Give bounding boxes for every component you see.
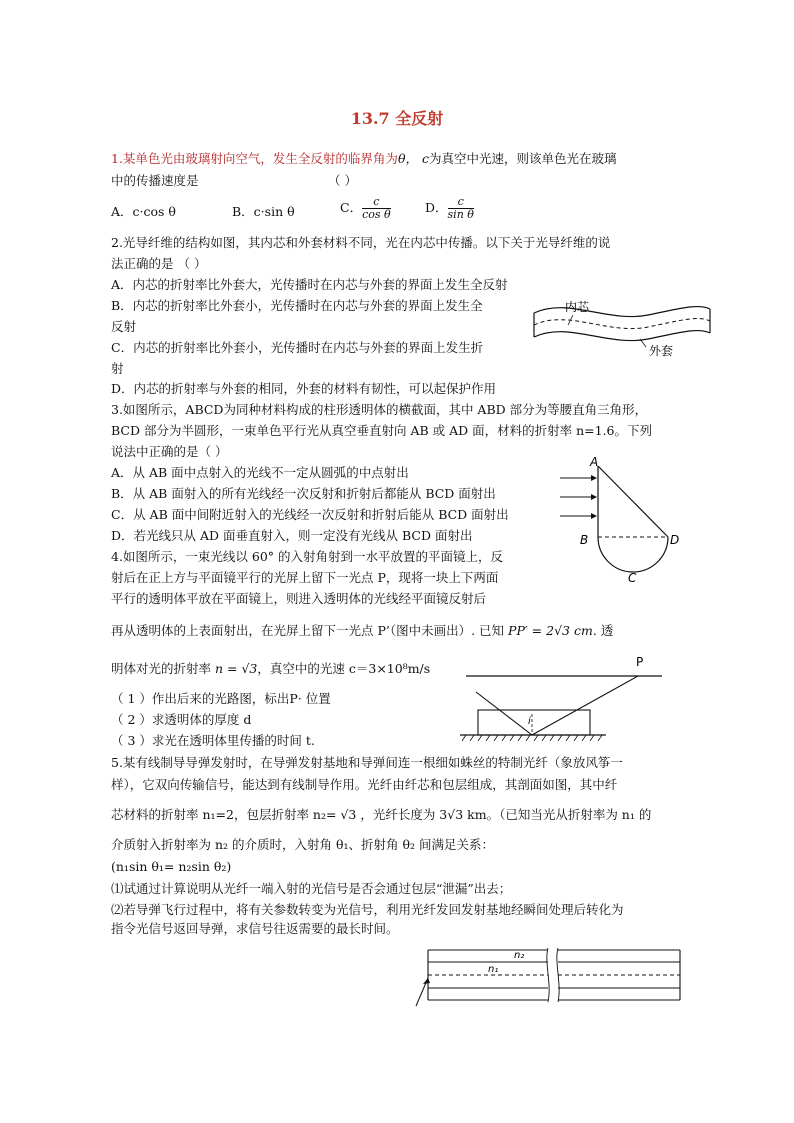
fiber-outer-label: 外套 [649,344,674,358]
q1-option-a: A．c·cos θ [111,204,176,219]
q4-line-3 [111,622,613,640]
q2-line-1: 法正确的是 （ ） [111,256,207,271]
prism-figure [552,452,692,587]
q1-option-c-fraction [362,196,391,221]
q5-line-7: ⑵若导弹飞行过程中，将有关参数转变为光信号，利用光纤发回发射基地经瞬间处理后转化为 [111,902,624,917]
q3-line-1: BCD 部分为半圆形，一束单色平行光从真空垂直射向 AB 或 AD 面，材料的折射率 n=1.6。下列 [111,423,653,438]
fiber-inner-label: 内芯 [565,300,590,314]
q5-line-8: 指令光信号返回导弹，求信号往返需要的最长时间。 [111,921,399,936]
fiber-label-n1: n₁ [488,964,499,975]
q4-line-3-text: 再从透明体的上表面射出，在光屏上留下一光点 P’（图中未画出）. 已知 [111,623,505,638]
q5-line-5: (n₁sin θ₁= n₂sin θ₂) [111,859,232,874]
q1-theta: θ， [397,151,418,166]
prism-label-c: C [628,571,637,585]
fiber-section-figure [408,944,684,1010]
fiber-figure [528,295,718,365]
mirror-figure [456,654,668,746]
prism-label-a: A [590,455,599,469]
q1-option-d-den: sin θ [447,208,474,221]
page-title: 13.7 全反射 [350,109,444,128]
q2-line-6: 射 [111,361,124,376]
q1-option-c-num: c [362,196,391,209]
q2-line-3: B．内芯的折射率比外套小，光传播时在内芯与外套的界面上发生全 [111,298,483,313]
q1-option-d-label: D． [425,200,448,215]
mirror-label-p: P [636,655,644,669]
q2-line-4: 反射 [111,319,137,334]
q2-line-7: D．内芯的折射率与外套的相同，外套的材料有韧性，可以起保护作用 [111,381,497,396]
q1-option-d-num: c [448,196,474,209]
q1-paren: （ ） [328,173,357,188]
q2-line-0: 2.光导纤维的结构如图，其内芯和外套材料不同，光在内芯中传播。以下关于光导纤维的说 [111,235,611,250]
q3-line-6: D．若光线只从 AD 面垂直射入，则一定没有光线从 BCD 面射出 [111,528,473,543]
q3-line-3: A．从 AB 面中点射入的光线不一定从圆弧的中点射出 [111,465,409,480]
q5-line-3: 芯材料的折射率 n₁=2，包层折射率 n₂= √3 ，光纤长度为 3√3 km。（已知当光从折射率为 n₁ 的 [111,807,652,822]
q1-option-b: B．c·sin θ [232,204,295,219]
q1-option-c-label: C． [340,200,363,215]
q2-line-2: A．内芯的折射率比外套大，光传播时在内芯与外套的界面上发生全反射 [111,277,508,292]
q5-line-6: ⑴试通过计算说明从光纤一端入射的光信号是否会通过包层“泄漏”出去； [111,881,512,896]
q4-pp-formula: PP′ = 2√3 cm [508,623,593,638]
q1-option-d-fraction [448,196,474,221]
q3-line-0: 3.如图所示，ABCD为同种材料构成的柱形透明体的横截面，其中 ABD 部分为等腰直角三角形， [111,402,648,417]
q1-line1 [111,150,616,168]
q4-sub-2: （ 2 ）求透明体的厚度 d [111,712,252,727]
q1-line1-red: 1.某单色光由玻璃射向空气，发生全反射的临界角为 [111,151,398,166]
q4-line-3-end: . 透 [592,623,614,638]
q1-line2: 中的传播速度是 [111,173,199,188]
q4-line-1: 射后在正上方与平面镜平行的光屏上留下一光点 P，现将一块上下两面 [111,570,499,585]
q5-line-2: 样），它双向传输信号，能达到有线制导作用。光纤由纤芯和包层组成，其剖面如图，其中纤 [111,777,618,792]
q1-line1-rest: 为真空中光速，则该单色光在玻璃 [428,151,617,166]
q4-n-formula: n = √3 [215,661,258,676]
q2-line-5: C．内芯的折射率比外套小，光传播时在内芯与外套的界面上发生折 [111,340,484,355]
q1-option-c [340,196,391,221]
q5-line-1: 5.某有线制导导弹发射时，在导弹发射基地和导弹间连一根细如蛛丝的特制光纤（象放风筝一 [111,755,623,770]
q3-line-5: C．从 AB 面中间附近射入的光线经一次反射和折射后能从 BCD 面射出 [111,507,509,522]
fiber-label-n2: n₂ [514,950,525,961]
q4-line-4-end: ，真空中的光速 c＝3×10⁸m/s [257,661,431,676]
q4-sub-3: （ 3 ）求光在透明体里传播的时间 t. [111,733,315,748]
prism-label-b: B [580,533,589,547]
q4-line-2: 平行的透明体平放在平面镜上，则进入透明体的光线经平面镜反射后 [111,591,487,606]
q4-line-0: 4.如图所示，一束光线以 60° 的入射角射到一水平放置的平面镜上，反 [111,549,504,564]
q3-line-2: 说法中正确的是（ ） [111,444,228,459]
q5-line-4: 介质射入折射率为 n₂ 的介质时，入射角 θ₁、折射角 θ₂ 间满足关系： [111,837,495,852]
prism-label-d: D [670,533,680,547]
q1-option-c-den: cos θ [362,208,391,221]
q4-line-4 [111,660,430,678]
q4-line-4-text: 明体对光的折射率 [111,661,212,676]
mirror-label-i: i [528,716,531,727]
q1-option-d [425,196,474,221]
q3-line-4: B．从 AB 面射入的所有光线经一次反射和折射后都能从 BCD 面射出 [111,486,496,501]
q1-c: c [421,151,429,166]
q4-sub-1: （ 1 ）作出后来的光路图，标出P· 位置 [111,691,331,706]
